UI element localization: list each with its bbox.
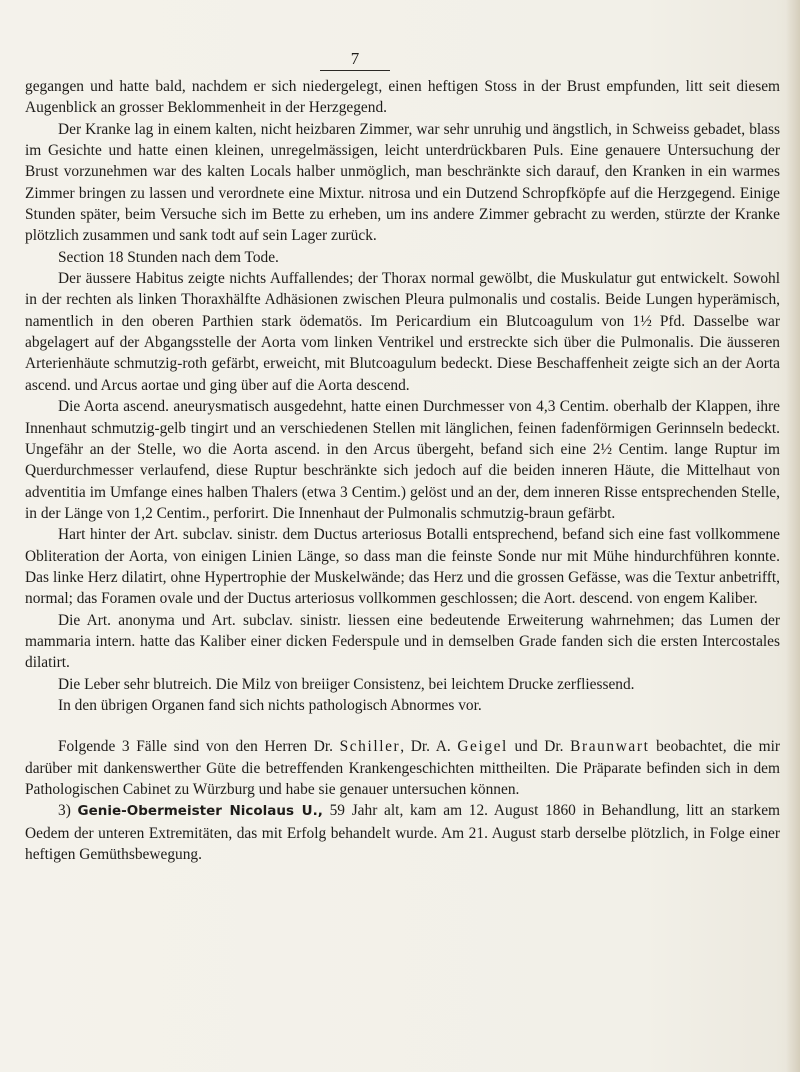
paragraph-organs: In den übrigen Organen fand sich nichts pathologisch Abnormes vor. (58, 696, 482, 714)
paragraph-2: Der Kranke lag in einem kalten, nicht heizbaren Zimmer, war sehr unruhig und ängstlich, in Schweiss gebadet, blass im Gesichte und hatte einen kleinen, unregelmässigen, leicht unterdrückbaren Puls. Eine genauere Untersuchung der Brust vorzunehmen war des kalten Locals halber unmöglich, man beschränkte sich darauf, den Kranken in ein warmes Zimmer bringen zu lassen und verordnete eine Mixtur. nitrosa und ein Dutzend Schropfköpfe auf die Herzgegend. Einige Stunden später, beim Versuche sich im Bette zu erheben, um ins andere Zimmer gebracht zu werden, stürzte der Kranke plötzlich zusammen und sank todt auf sein Lager zurück. (25, 120, 780, 245)
body-text (25, 76, 780, 865)
paragraph-case-3 (25, 800, 780, 865)
intro-text-sep-1: , Dr. A. (400, 738, 458, 756)
case-text: 59 Jahr alt, kam am 12. August 1860 in Behandlung, litt an starkem Oedem der unteren Extremitäten, das mit Erfolg behandelt wurde. Am 21. August starb derselbe plötzlich, in Folge einer heftigen Gemüthsbewegung. (25, 802, 781, 864)
section-gap (25, 716, 780, 736)
intro-text-end: beobachtet, die mir darüber mit dankenswerther Güte die betreffenden Krankengeschichten mittheilten. Die Präparate befinden sich in dem Pathologischen Cabinet zu Würzburg und habe sie genauer untersuchen können. (25, 738, 780, 798)
name-schiller: Schiller (339, 738, 401, 756)
case-title: Genie-Obermeister Nicolaus U., (77, 803, 323, 820)
page-edge (786, 0, 800, 1072)
paragraph-habitus: Der äussere Habitus zeigte nichts Auffallendes; der Thorax normal gewölbt, die Muskulatur gut entwickelt. Sowohl in der rechten als linken Thoraxhälfte Adhäsionen zwischen Pleura pulmonalis und costalis. Beide Lungen hyperämisch, namentlich in den oberen Parthien stark ödematös. Im Pericardium ein Blutcoagulum von 1½ Pfd. Dasselbe war abgelagert auf der Abgangsstelle der Aorta vom linken Ventrikel und erstreckte sich über die Pulmonalis. Die äusseren Arterienhäute schmutzig-roth gefärbt, erweicht, mit Blutcoagulum bedeckt. Diese Beschaffenheit zeigte sich an der Aorta ascend. und Arcus aortae und ging über auf die Aorta descend. (25, 270, 780, 394)
paragraph-1: gegangen und hatte bald, nachdem er sich niedergelegt, einen heftigen Stoss in der Brust empfunden, litt seit diesem Augenblick an grosser Beklommenheit in der Herzgegend. (25, 78, 780, 117)
paragraph-cases-intro (25, 736, 780, 800)
intro-text-start: Folgende 3 Fälle sind von den Herren Dr. (58, 738, 340, 756)
page-number: 7 (320, 50, 390, 71)
case-number: 3) (58, 802, 78, 820)
paragraph-section-time: Section 18 Stunden nach dem Tode. (58, 248, 279, 266)
paragraph-anonyma: Die Art. anonyma und Art. subclav. sinistr. liessen eine bedeutende Erweiterung wahrnehmen; das Lumen der mammaria intern. hatte das Kaliber einer dicken Federspule und in demselben Grade fanden sich die ersten Intercostales dilatirt. (25, 611, 780, 672)
name-geigel: Geigel (457, 738, 508, 756)
intro-text-sep-2: und Dr. (507, 738, 571, 756)
name-braunwart: Braunwart (570, 738, 650, 756)
paragraph-aorta: Die Aorta ascend. aneurysmatisch ausgedehnt, hatte einen Durchmesser von 4,3 Centim. oberhalb der Klappen, ihre Innenhaut schmutzig-gelb tingirt und an verschiedenen Stellen mit länglichen, feinen fadenförmigen Gerinnseln bedeckt. Ungefähr an der Stelle, wo die Aorta ascend. in den Arcus übergeht, befand sich eine 2½ Centim. lange Ruptur im Querdurchmesser verlaufend, diese Ruptur beschränkte sich jedoch auf die beiden inneren Häute, die Mittelhaut von adventitia im Umfange eines halben Thalers (etwa 3 Centim.) gelöst und an der, dem inneren Risse entsprechenden Stelle, in der Länge von 1,2 Centim., perforirt. Die Innenhaut der Pulmonalis schmutzig-braun gefärbt. (25, 398, 780, 522)
paragraph-liver: Die Leber sehr blutreich. Die Milz von breiiger Consistenz, bei leichtem Drucke zerfliessend. (58, 675, 635, 693)
paragraph-obliteration: Hart hinter der Art. subclav. sinistr. dem Ductus arteriosus Botalli entsprechend, befand sich eine fast vollkommene Obliteration der Aorta, von einigen Linien Länge, so dass man die feinste Sonde nur mit Mühe hindurchführen konnte. Das linke Herz dilatirt, ohne Hypertrophie der Muskelwände; das Herz und die grossen Gefässe, was die Textur anbetrifft, normal; das Foramen ovale und der Ductus arteriosus vollkommen geschlossen; die Aort. descend. von engem Kaliber. (25, 526, 780, 608)
